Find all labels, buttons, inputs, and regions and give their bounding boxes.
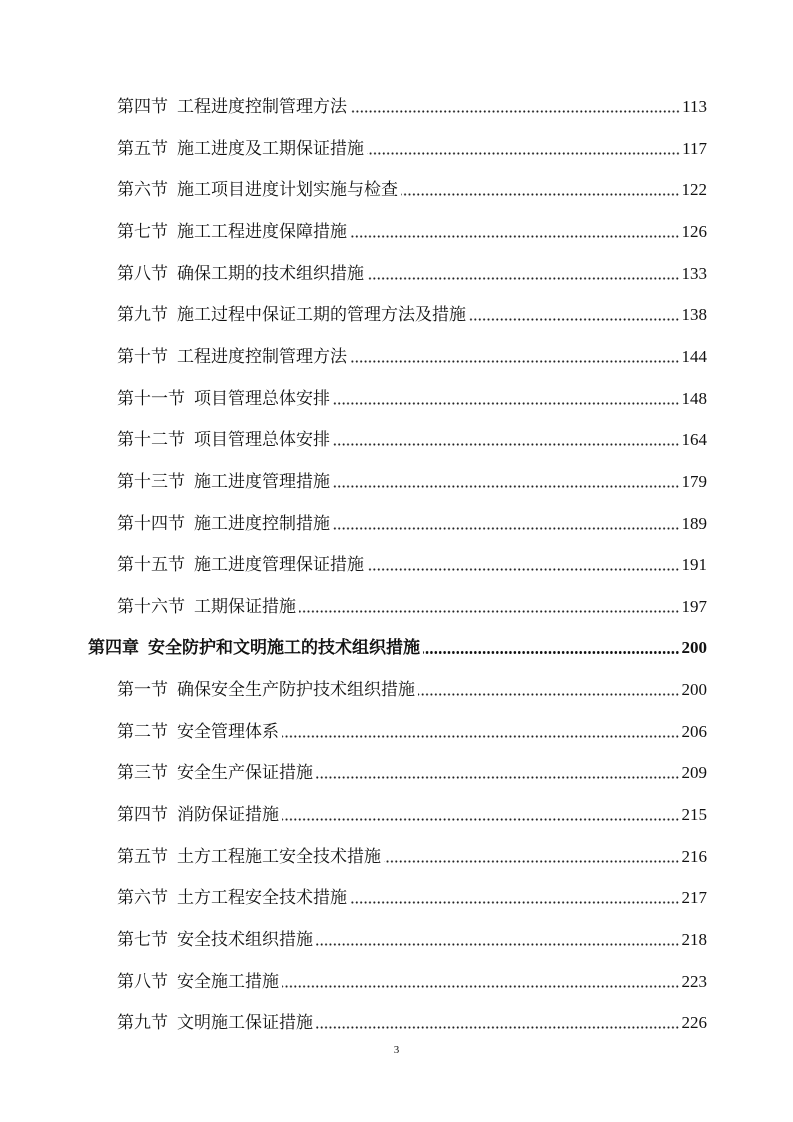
toc-entry-number: 第九节 [117, 305, 168, 325]
toc-entry-text: 安全技术组织措施 [177, 930, 313, 949]
toc-entry-title [117, 720, 279, 744]
toc-entry-page: 122 [681, 180, 707, 200]
toc-section-entry[interactable] [117, 886, 707, 910]
toc-entry-number: 第七节 [117, 221, 168, 241]
toc-entry-page: 144 [681, 346, 707, 366]
toc-entry-number: 第二节 [117, 721, 168, 741]
toc-entry-page: 197 [681, 596, 707, 616]
toc-entry-text: 土方工程安全技术措施 [177, 888, 347, 908]
dot-leader [333, 402, 680, 405]
toc-entry-text: 施工进度控制措施 [194, 513, 330, 533]
toc-entry-number: 第八节 [117, 971, 168, 991]
toc-entry-page: 226 [681, 1013, 707, 1033]
toc-entry-page: 200 [681, 680, 707, 700]
toc-entry-number: 第十节 [117, 346, 168, 366]
toc-entry-text: 安全防护和文明施工的技术组织措施 [148, 638, 420, 658]
dot-leader [316, 776, 680, 779]
toc-entry-page: 164 [681, 430, 707, 450]
dot-leader [401, 193, 680, 196]
toc-entry-title [117, 262, 364, 286]
toc-entry-text: 项目管理总体安排 [194, 388, 330, 408]
toc-entry-title [117, 845, 381, 869]
toc-entry-title [117, 470, 330, 494]
toc-entry-page: 113 [682, 97, 707, 116]
toc-section-entry[interactable] [117, 345, 707, 369]
toc-entry-number: 第五节 [117, 846, 168, 866]
toc-entry-title [117, 512, 330, 536]
toc-section-entry[interactable] [117, 95, 707, 119]
dot-leader [333, 485, 680, 488]
toc-entry-number: 第九节 [117, 1013, 168, 1033]
dot-leader [282, 985, 680, 988]
toc-entry-page: 138 [681, 305, 707, 325]
toc-entry-text: 土方工程施工安全技术措施 [177, 846, 381, 866]
toc-entry-text: 确保工期的技术组织措施 [177, 263, 364, 283]
toc-entry-title [117, 387, 330, 411]
toc-entry-title [117, 178, 398, 202]
toc-entry-page: 216 [681, 846, 707, 866]
toc-entry-number: 第十二节 [117, 430, 185, 450]
toc-entry-text: 施工进度管理保证措施 [194, 555, 364, 575]
toc-entry-text: 工程进度控制管理方法 [177, 346, 347, 366]
dot-leader [316, 943, 680, 946]
toc-section-entry[interactable] [117, 803, 707, 827]
toc-section-entry[interactable] [117, 220, 707, 244]
toc-entry-page: 215 [681, 805, 707, 825]
toc-section-entry[interactable] [117, 137, 707, 161]
toc-entry-text: 施工项目进度计划实施与检查 [177, 180, 398, 200]
toc-entry-number: 第十五节 [117, 555, 185, 575]
dot-leader [333, 443, 680, 446]
toc-entry-number: 第六节 [117, 888, 168, 908]
dot-leader [418, 693, 680, 696]
toc-entry-title [88, 636, 420, 660]
toc-entry-text: 消防保证措施 [177, 805, 279, 825]
toc-section-entry[interactable] [117, 512, 707, 536]
toc-section-entry[interactable] [117, 303, 707, 327]
dot-leader [316, 1026, 680, 1029]
toc-entry-number: 第十一节 [117, 388, 185, 408]
toc-entry-page: 209 [681, 763, 707, 783]
toc-entry-title [117, 220, 347, 244]
toc-entry-number: 第十四节 [117, 513, 185, 533]
page-number: 3 [393, 1044, 400, 1056]
toc-entry-text: 安全生产保证措施 [177, 763, 313, 783]
toc-entry-text: 确保安全生产防护技术组织措施 [177, 680, 415, 700]
dot-leader [282, 735, 680, 738]
toc-entry-page: 133 [681, 263, 707, 283]
toc-entry-title [117, 553, 364, 577]
toc-entry-text: 工期保证措施 [194, 596, 296, 616]
toc-section-entry[interactable] [117, 553, 707, 577]
toc-entry-page: 189 [681, 513, 707, 533]
toc-entry-text: 文明施工保证措施 [177, 1013, 313, 1033]
toc-entry-text: 施工进度及工期保证措施 [177, 138, 364, 158]
toc-entry-title [117, 803, 279, 827]
dot-leader [367, 152, 680, 155]
toc-entry-number: 第八节 [117, 263, 168, 283]
dot-leader [350, 235, 680, 238]
toc-entry-title [117, 970, 279, 994]
toc-entry-page: 223 [681, 971, 707, 991]
toc-entry-title [117, 303, 466, 327]
toc-entry-number: 第五节 [117, 138, 168, 158]
toc-entry-text: 项目管理总体安排 [194, 430, 330, 450]
dot-leader [299, 610, 680, 613]
toc-chapter-entry[interactable] [88, 636, 707, 660]
toc-section-entry[interactable] [117, 387, 707, 411]
toc-entry-title [117, 1011, 313, 1035]
toc-entry-page: 218 [681, 930, 707, 949]
toc-section-entry[interactable] [117, 178, 707, 202]
toc-entry-page: 117 [682, 138, 707, 158]
toc-entry-title [117, 137, 364, 161]
toc-entry-title [117, 678, 415, 702]
toc-section-entry[interactable] [117, 845, 707, 869]
toc-section-entry[interactable] [117, 928, 707, 952]
toc-entry-number: 第四节 [117, 805, 168, 825]
toc-entry-text: 安全管理体系 [177, 721, 279, 741]
toc-section-entry[interactable] [117, 970, 707, 994]
toc-entry-text: 工程进度控制管理方法 [177, 97, 347, 116]
toc-section-entry[interactable] [117, 761, 707, 785]
toc-section-entry[interactable] [117, 428, 707, 452]
dot-leader [469, 318, 680, 321]
toc-entry-page: 179 [681, 471, 707, 491]
toc-entry-title [117, 928, 313, 952]
toc-entry-text: 安全施工措施 [177, 971, 279, 991]
toc-entry-number: 第六节 [117, 180, 168, 200]
toc-entry-page: 206 [681, 721, 707, 741]
toc-entry-title [117, 428, 330, 452]
dot-leader [367, 568, 680, 571]
toc-entry-text: 施工工程进度保障措施 [177, 221, 347, 241]
dot-leader [282, 818, 680, 821]
toc-section-entry[interactable] [117, 1011, 707, 1035]
toc-entry-number: 第一节 [117, 680, 168, 700]
toc-entry-number: 第四节 [117, 97, 168, 116]
toc-entry-page: 200 [681, 638, 707, 658]
dot-leader [333, 527, 680, 530]
toc-entry-number: 第七节 [117, 930, 168, 949]
toc-entry-text: 施工进度管理措施 [194, 471, 330, 491]
toc-entry-title [117, 761, 313, 785]
toc-section-entry[interactable] [117, 720, 707, 744]
toc-entry-number: 第十三节 [117, 471, 185, 491]
toc-entry-title [117, 886, 347, 910]
toc-entry-text: 施工过程中保证工期的管理方法及措施 [177, 305, 466, 325]
toc-entry-title [117, 595, 296, 619]
toc-entry-title [117, 95, 347, 119]
toc-entry-number: 第十六节 [117, 596, 185, 616]
dot-leader [350, 901, 680, 904]
toc-section-entry[interactable] [117, 262, 707, 286]
toc-section-entry[interactable] [117, 595, 707, 619]
dot-leader [384, 860, 680, 863]
dot-leader [367, 277, 680, 280]
toc-entry-title [117, 345, 347, 369]
toc-entry-page: 217 [681, 888, 707, 908]
toc-entry-page: 148 [681, 388, 707, 408]
toc-section-entry[interactable] [117, 470, 707, 494]
toc-entry-number: 第四章 [88, 638, 139, 658]
toc-section-entry[interactable] [117, 678, 707, 702]
dot-leader [350, 110, 680, 113]
toc-entry-page: 126 [681, 221, 707, 241]
dot-leader [423, 651, 680, 654]
dot-leader [350, 360, 680, 363]
toc-entry-number: 第三节 [117, 763, 168, 783]
toc-entry-page: 191 [681, 555, 707, 575]
